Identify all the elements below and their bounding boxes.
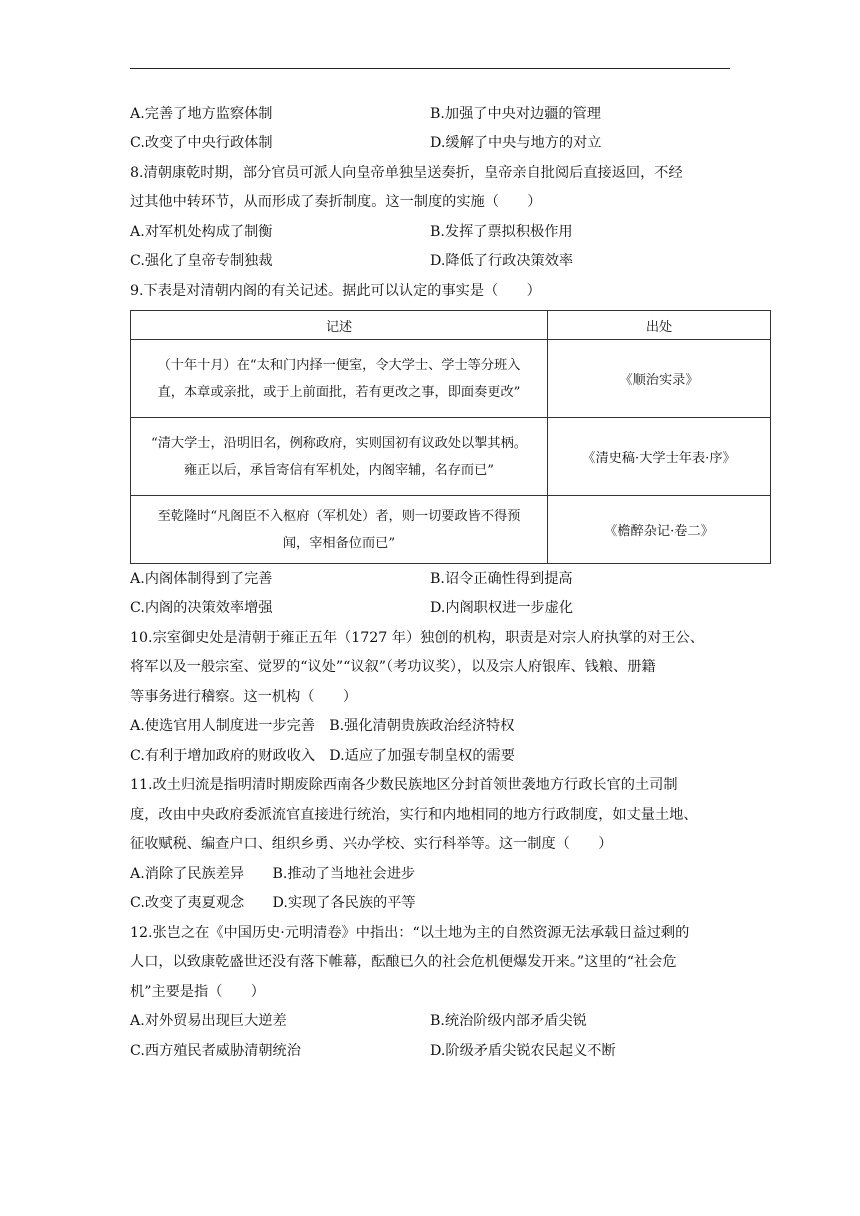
record-line: 至乾隆时“凡阁臣不入枢府（军机处）者，则一切要政皆不得预 <box>157 508 521 524</box>
q11-options-line: C.改变了夷夏观念 D.实现了各民族的平等 <box>130 895 416 911</box>
q9-option-c: C.内阁的决策效率增强 <box>130 600 273 616</box>
table-header-record: 记述 <box>131 311 548 340</box>
q8-option-b: B.发挥了票拟积极作用 <box>430 224 573 240</box>
q9-option-b: B.诏令正确性得到提高 <box>430 571 573 587</box>
q12-stem-line: 机”主要是指（ ） <box>130 984 265 1000</box>
table-row <box>131 496 771 564</box>
q8-stem-line: 过其他中转环节，从而形成了奏折制度。这一制度的实施（ ） <box>130 194 542 210</box>
q8-option-a: A.对军机处构成了制衡 <box>130 224 273 240</box>
q11-options-line: A.消除了民族差异 B.推动了当地社会进步 <box>130 866 416 882</box>
record-line: 雍正以后，承旨寄信有军机处，内阁宰辅，名存而已” <box>183 462 495 478</box>
q9-records-table <box>130 310 771 564</box>
q8-stem-line: 8.清朝康乾时期，部分官员可派人向皇帝单独呈送奏折，皇帝亲自批阅后直接返回，不经 <box>130 165 683 181</box>
table-cell-source: 《清史稿·大学士年表·序》 <box>548 418 771 496</box>
q12-option-b: B.统治阶级内部矛盾尖锐 <box>430 1013 587 1029</box>
table-row <box>131 418 771 496</box>
q10-options-line: C.有利于增加政府的财政收入 D.适应了加强专制皇权的需要 <box>130 748 515 764</box>
record-line: 闻，宰相备位而已” <box>282 535 396 551</box>
header-rule <box>130 68 730 69</box>
q12-option-d: D.阶级矛盾尖锐农民起义不断 <box>430 1043 616 1059</box>
q12-option-a: A.对外贸易出现巨大逆差 <box>130 1013 287 1029</box>
q11-stem-line: 11.改土归流是指明清时期废除西南各少数民族地区分封首领世袭地方行政长官的土司制 <box>130 777 678 793</box>
table-cell-record <box>131 496 548 564</box>
record-line: 直，本章或亲批，或于上前面批，若有更改之事，即面奏更改” <box>157 384 521 400</box>
record-line: （十年十月）在“太和门内择一便室，令大学士、学士等分班入 <box>157 357 521 373</box>
q8-option-d: D.降低了行政决策效率 <box>430 253 574 269</box>
q7-option-a: A.完善了地方监察体制 <box>130 106 273 122</box>
table-header-row <box>131 311 771 340</box>
table-row <box>131 340 771 418</box>
q9-option-d: D.内阁职权进一步虚化 <box>430 600 574 616</box>
q11-stem-line: 度，改由中央政府委派流官直接进行统治，实行和内地相同的地方行政制度，如丈量土地、 <box>130 807 698 823</box>
q10-stem-line: 10.宗室御史处是清朝于雍正五年（1727 年）独创的机构，职责是对宗人府执掌的对王公、 <box>130 630 704 646</box>
record-line: “清大学士，沿明旧名，例称政府，实则国初有议政处以掣其柄。 <box>151 435 527 451</box>
q7-option-b: B.加强了中央对边疆的管理 <box>430 106 601 122</box>
q10-stem-line: 等事务进行稽察。这一机构（ ） <box>130 689 358 705</box>
q8-option-c: C.强化了皇帝专制独裁 <box>130 253 273 269</box>
table-header-source: 出处 <box>548 311 771 340</box>
table-cell-record <box>131 418 548 496</box>
q7-option-d: D.缓解了中央与地方的对立 <box>430 135 602 151</box>
q10-stem-line: 将军以及一般宗室、觉罗的“议处”“议叙”（考功议奖），以及宗人府银库、钱粮、册籍 <box>130 659 656 675</box>
table-cell-record <box>131 340 548 418</box>
table-cell-source: 《顺治实录》 <box>548 340 771 418</box>
q12-stem-line: 12.张岂之在《中国历史·元明清卷》中指出：“以土地为主的自然资源无法承载日益过剩的 <box>130 925 690 941</box>
q12-option-c: C.西方殖民者威胁清朝统治 <box>130 1043 301 1059</box>
q7-option-c: C.改变了中央行政体制 <box>130 135 273 151</box>
q10-options-line: A.使选官用人制度进一步完善 B.强化清朝贵族政治经济特权 <box>130 718 515 734</box>
table-cell-source: 《檐醉杂记·卷二》 <box>548 496 771 564</box>
q9-stem: 9.下表是对清朝内阁的有关记述。据此可以认定的事实是（ ） <box>130 283 541 299</box>
q12-stem-line: 人口，以致康乾盛世还没有落下帷幕，酝酿已久的社会危机便爆发开来。”这里的“社会危 <box>130 954 677 970</box>
q9-option-a: A.内阁体制得到了完善 <box>130 571 273 587</box>
q11-stem-line: 征收赋税、编查户口、组织乡勇、兴办学校、实行科举等。这一制度（ ） <box>130 836 613 852</box>
